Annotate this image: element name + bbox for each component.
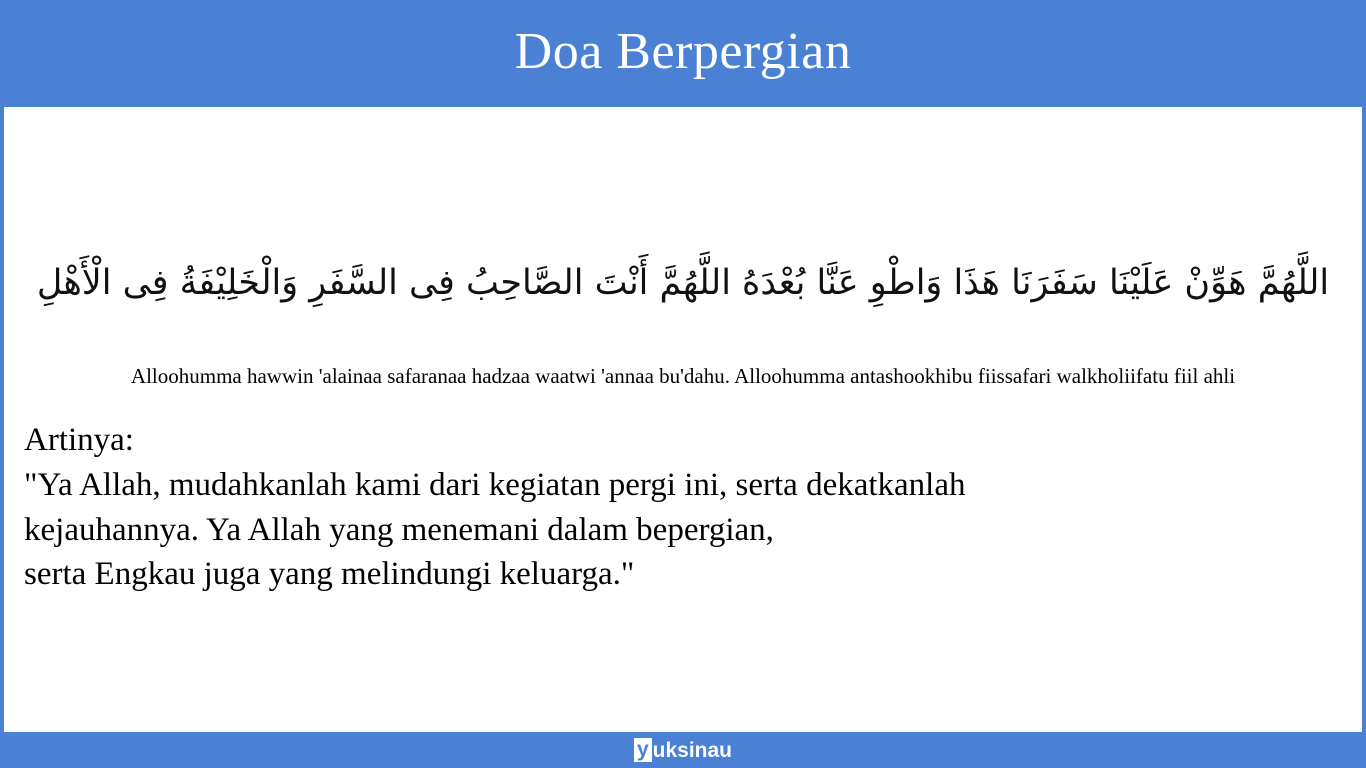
content-card xyxy=(4,107,1362,732)
page-title: Doa Berpergian xyxy=(514,23,852,80)
transliteration-text: Alloohumma hawwin 'alainaa safaranaa hadzaa waatwi 'annaa bu'dahu. Alloohumma antashookhibu fiissafari walkholiifatu fiil ahli xyxy=(130,363,1236,388)
footer-bar xyxy=(0,732,1366,768)
meaning-line: serta Engkau juga yang melindungi keluarga." xyxy=(24,556,635,593)
meaning-line: kejauhannya. Ya Allah yang menemani dalam bepergian, xyxy=(24,511,774,548)
slide-title-bar xyxy=(0,0,1366,104)
meaning-text xyxy=(24,463,1342,597)
meaning-block xyxy=(4,418,1362,596)
brand-name: uksinau xyxy=(652,738,733,762)
meaning-label: Artinya: xyxy=(24,422,134,459)
arabic-prayer-text: اللَّهُمَّ هَوِّنْ عَلَيْنَا سَفَرَنَا هَذَا وَاطْوِ عَنَّا بُعْدَهُ اللَّهُمَّ أَنْتَ الصَّاحِبُ فِى السَّفَرِ وَالْخَلِيْفَةُ فِى الْأَهْلِ xyxy=(36,263,1330,303)
meaning-line: "Ya Allah, mudahkanlah kami dari kegiatan pergi ini, serta dekatkanlah xyxy=(24,467,966,504)
brand-badge-icon: y xyxy=(634,738,652,762)
brand-logo xyxy=(634,738,732,762)
